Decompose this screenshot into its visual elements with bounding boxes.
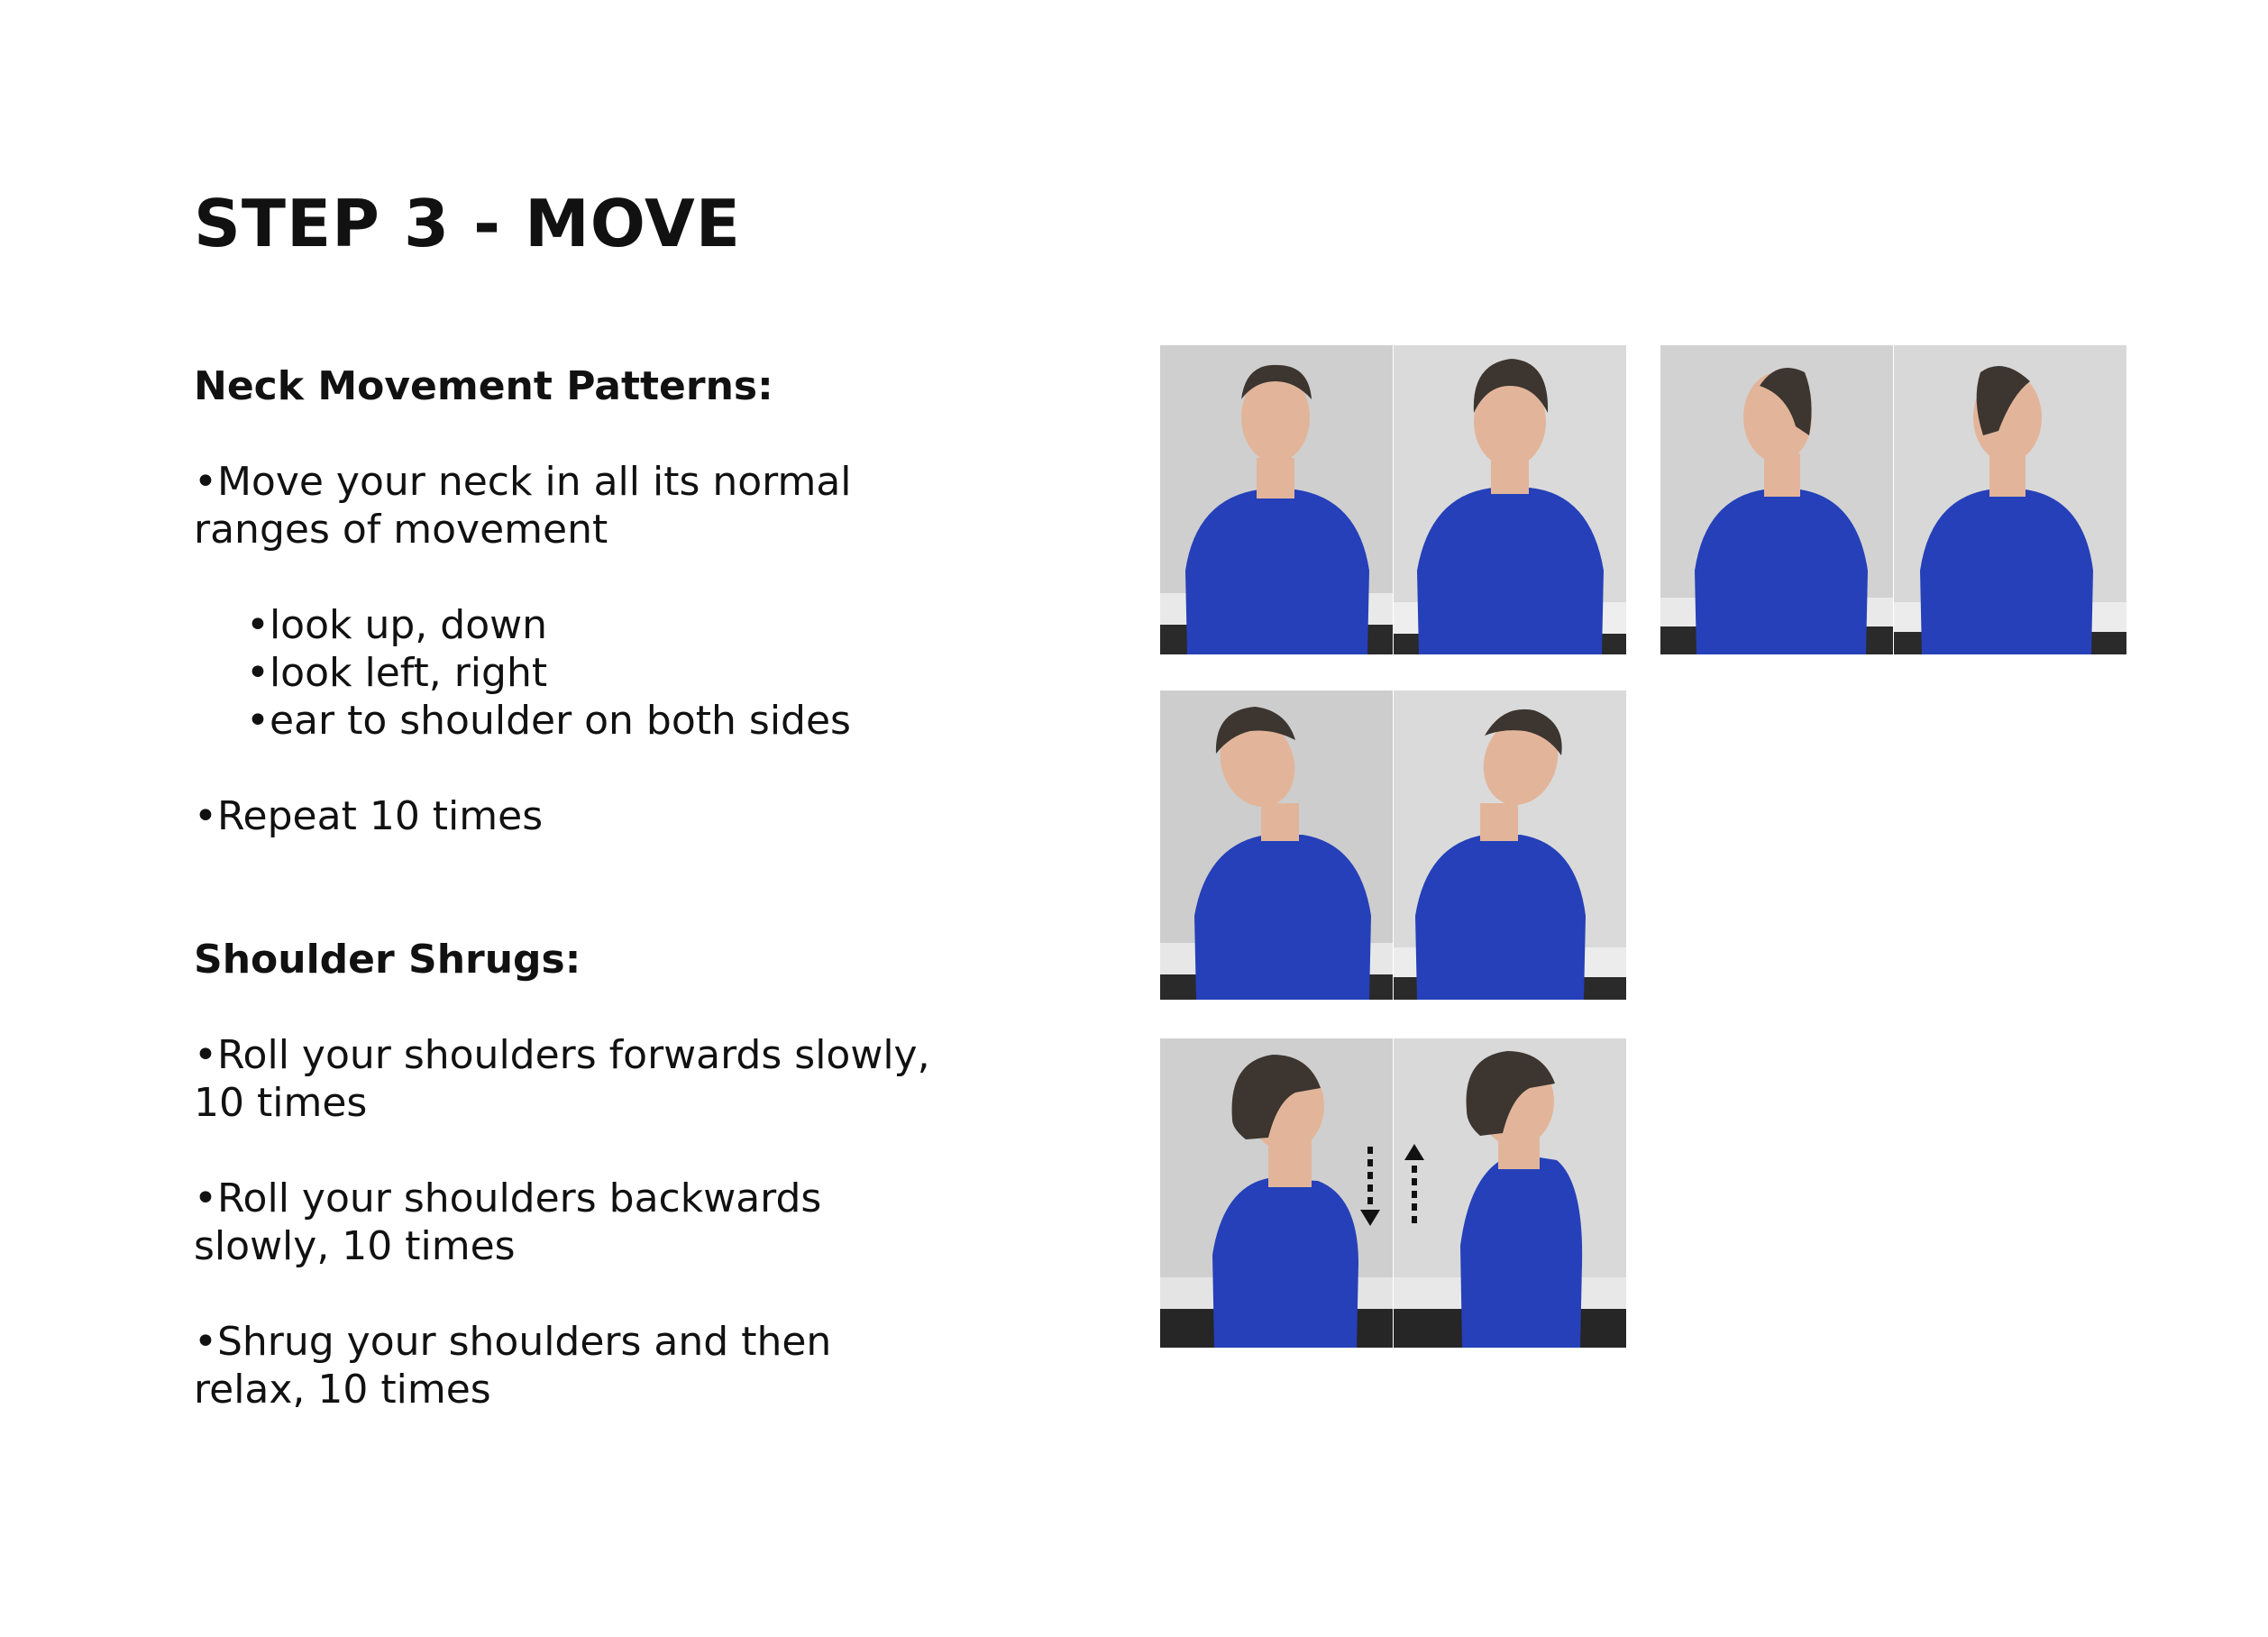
neck-repeat: • Repeat 10 times [194,792,1005,840]
shoulder-item: • Roll your shoulders backwards [194,1175,1005,1222]
shoulder-shrug-photo [1160,1038,1626,1348]
shoulder-item-cont: relax, 10 times [194,1367,491,1413]
ear-to-shoulder-photo [1160,690,1626,1000]
shoulder-item-cont: slowly, 10 times [194,1223,516,1269]
shoulder-item: • Roll your shoulders forwards slowly, [194,1031,1005,1079]
shoulder-item: • Shrug your shoulders and then [194,1318,1005,1366]
bullet-mark [194,459,217,505]
shoulder-item-cont: 10 times [194,1080,368,1126]
neck-heading: Neck Movement Patterns: [194,363,773,409]
neck-sub-item: • ear to shoulder on both sides [194,697,1005,745]
neck-intro: • Move your neck in all its normal [194,458,1005,506]
neck-intro-cont: ranges of movement [194,507,608,553]
look-left-right-photo [1660,345,2126,654]
look-up-down-photo [1160,345,1626,654]
neck-sub-item: • look left, right [194,649,1005,697]
neck-sub-item: • look up, down [194,601,1005,649]
page-title: STEP 3 - MOVE [194,186,741,261]
instructions-column [194,362,1005,1413]
shoulder-heading: Shoulder Shrugs: [194,937,581,983]
